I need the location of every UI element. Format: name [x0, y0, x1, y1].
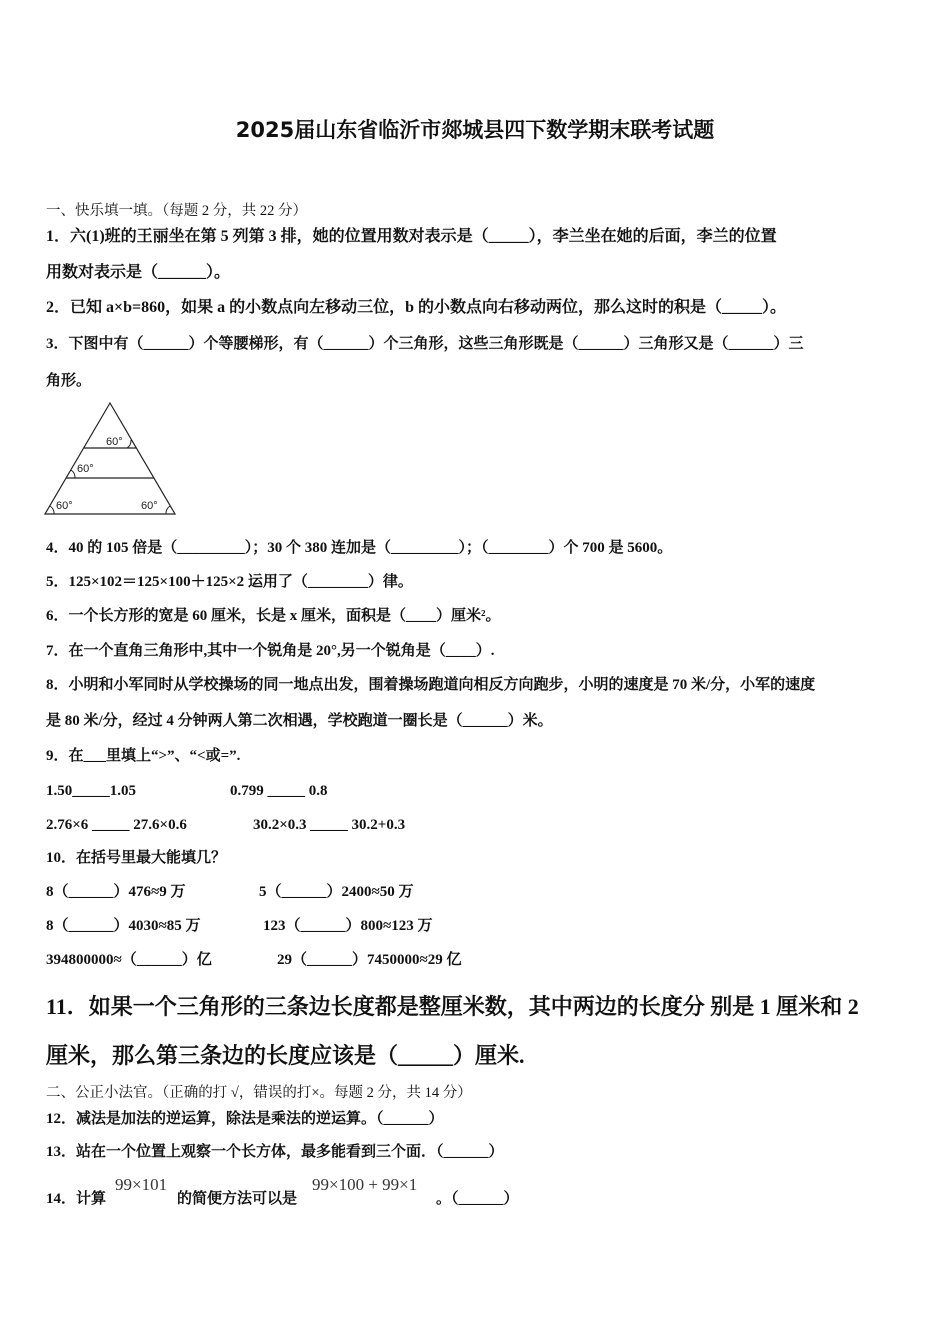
angle-label: 60° — [141, 500, 158, 512]
question-9-stem: 9．在___里填上“>”、“<或=”. — [46, 748, 241, 764]
question-8-line-1: 8．小明和小军同时从学校操场的同一地点出发，围着操场跑道向相反方向跑步，小明的速度是 70 米/分，小军的速度 — [46, 677, 816, 693]
expression-2: 99×100 + 99×1 — [312, 1175, 418, 1194]
estimate-item: 394800000≈（______）亿 — [46, 952, 212, 968]
question-7: 7．在一个直角三角形中,其中一个锐角是 20°,另一个锐角是（____）. — [46, 643, 495, 659]
question-4: 4．40 的 105 倍是（_________）；30 个 380 连加是（_________）；（________）个 700 是 5600。 — [46, 540, 673, 556]
question-5: 5．125×102＝125×100＋125×2 运用了（________）律。 — [46, 574, 413, 590]
section-1-heading: 一、快乐填一填。（每题 2 分，共 22 分） — [46, 203, 307, 219]
question-2: 2．已知 a×b=860，如果 a 的小数点向左移动三位，b 的小数点向右移动两位，那么这时的积是（_____）。 — [46, 299, 787, 316]
question-11-line-1: 11．如果一个三角形的三条边长度都是整厘米数，其中两边的长度分 别是 1 厘米和 2 — [46, 994, 859, 1019]
compare-item: 2.76×6 _____ 27.6×0.6 — [46, 817, 187, 833]
estimate-item: 29（______）7450000≈29 亿 — [277, 952, 462, 968]
triangle-figure — [40, 398, 185, 520]
estimate-item: 8（______）4030≈85 万 — [46, 918, 201, 934]
page-title: 2025届山东省临沂市郯城县四下数学期末联考试题 — [235, 118, 715, 142]
question-14-suffix: 。（______） — [436, 1191, 519, 1207]
question-1-line-1: 1．六(1)班的王丽坐在第 5 列第 3 排，她的位置用数对表示是（_____），李兰坐在她的后面，李兰的位置 — [46, 228, 777, 245]
question-12: 12．减法是加法的逆运算，除法是乘法的逆运算。（______） — [46, 1111, 444, 1127]
estimate-item: 5（______）2400≈50 万 — [259, 884, 414, 900]
compare-item: 0.799 _____ 0.8 — [230, 783, 328, 799]
section-2-heading: 二、公正小法官。（正确的打 √，错误的打×。每题 2 分，共 14 分） — [46, 1085, 472, 1101]
expression-1: 99×101 — [115, 1175, 168, 1194]
estimate-item: 8（______）476≈9 万 — [46, 884, 186, 900]
question-14-middle: 的简便方法可以是 — [177, 1191, 298, 1207]
question-11-line-2: 厘米，那么第三条边的长度应该是（_____）厘米. — [46, 1043, 525, 1068]
angle-label: 60° — [56, 500, 73, 512]
angle-label: 60° — [77, 463, 94, 475]
compare-item: 30.2×0.3 _____ 30.2+0.3 — [253, 817, 406, 833]
question-3-line-1: 3．下图中有（______）个等腰梯形，有（______）个三角形，这些三角形既是（______）三角形又是（______）三 — [46, 336, 804, 352]
question-1-line-2: 用数对表示是（______）。 — [46, 264, 231, 281]
question-13: 13．站在一个位置上观察一个长方体，最多能看到三个面．（______） — [46, 1144, 504, 1160]
compare-item: 1.50_____1.05 — [46, 783, 136, 799]
question-8-line-2: 是 80 米/分，经过 4 分钟两人第二次相遇，学校跑道一圈长是（______）米。 — [46, 713, 553, 729]
question-10-stem: 10．在括号里最大能填几？ — [46, 850, 227, 866]
question-14-prefix: 14．计算 — [46, 1191, 107, 1207]
angle-label: 60° — [106, 436, 123, 448]
estimate-item: 123（______）800≈123 万 — [263, 918, 433, 934]
question-6: 6．一个长方形的宽是 60 厘米，长是 x 厘米，面积是（____）厘米²。 — [46, 608, 501, 624]
question-3-line-2: 角形。 — [46, 373, 92, 389]
